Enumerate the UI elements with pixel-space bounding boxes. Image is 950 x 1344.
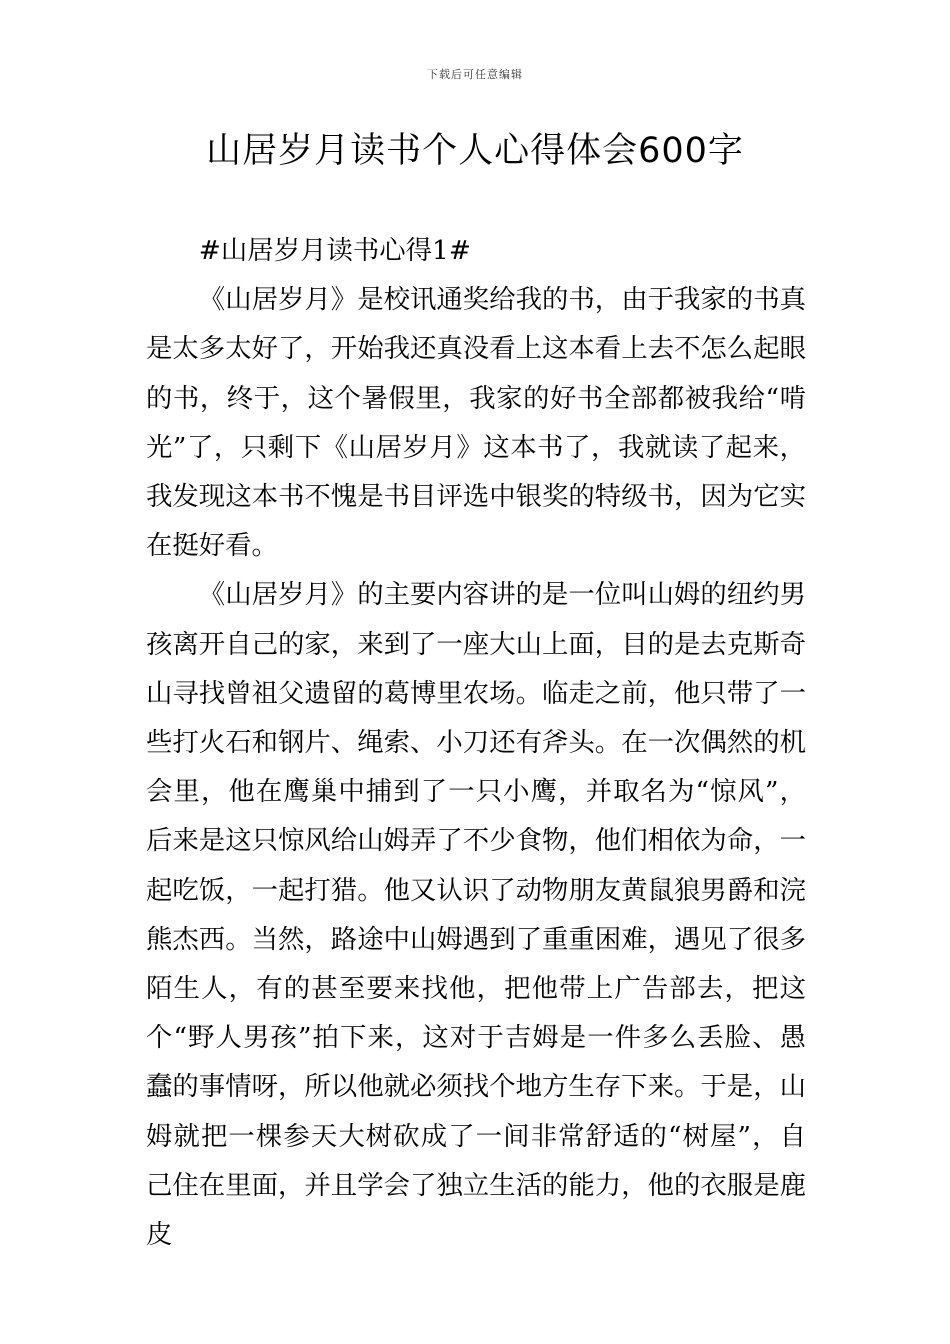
body-paragraph: 《山居岁月》是校讯通奖给我的书，由于我家的书真是太多太好了，开始我还真没看上这本看上去不怎么起眼的书，终于，这个暑假里，我家的好书全部都被我给“啃光”了，只剩下《山居岁月》这本书了，我就读了起来，我发现这本书不愧是书目评选中银奖的特级书，因为它实在挺好看。: [146, 284, 806, 562]
section-heading: #山居岁月读书心得1#: [198, 235, 471, 266]
document-body: [146, 226, 806, 1259]
document-title: 山居岁月读书个人心得体会600字: [206, 131, 744, 171]
body-paragraph: 《山居岁月》的主要内容讲的是一位叫山姆的纽约男孩离开自己的家，来到了一座大山上面，目的是去克斯奇山寻找曾祖父遗留的葛博里农场。临走之前，他只带了一些打火石和钢片、绳索、小刀还有斧头。在一次偶然的机会里，他在鹰巢中捕到了一只小鹰，并取名为“惊风”，后来是这只惊风给山姆弄了不少食物，他们相依为命，一起吃饭，一起打猎。他又认识了动物朋友黄鼠狼男爵和浣熊杰西。当然，路途中山姆遇到了重重困难，遇见了很多陌生人，有的甚至要来找他，把他带上广告部去，把这个“野人男孩”拍下来，这对于吉姆是一件多么丢脸、愚蠢的事情呀，所以他就必须找个地方生存下来。于是，山姆就把一棵参天大树砍成了一间非常舒适的“树屋”，自己住在里面，并且学会了独立生活的能力，他的衣服是鹿皮: [146, 579, 806, 1251]
header-note: 下载后可任意编辑: [427, 68, 523, 81]
